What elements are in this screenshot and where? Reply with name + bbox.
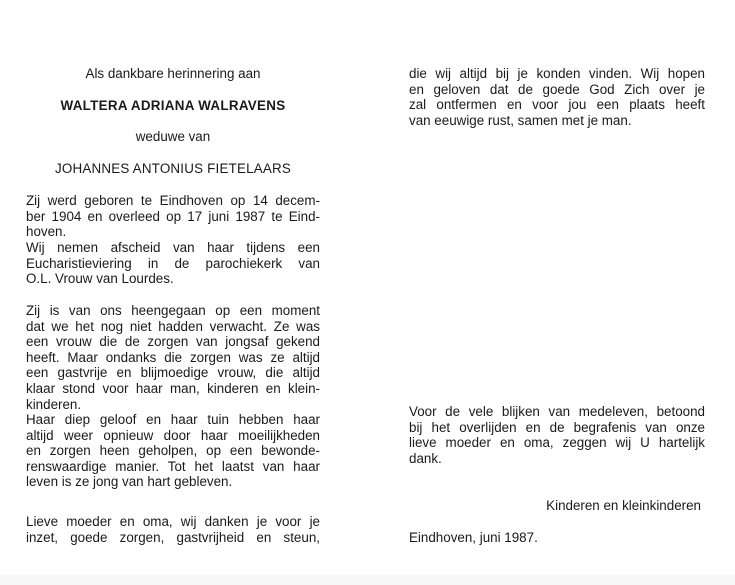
text-line: altijd weer opnieuw door haar moeilijkheden xyxy=(26,427,320,443)
text-line: Zij is van ons heengegaan op een moment xyxy=(26,303,320,318)
relation-line: weduwe van xyxy=(135,129,211,144)
intro-line: Als dankbare herinnering aan xyxy=(85,66,261,81)
text-line: dat we het nog niet hadden verwacht. Ze was xyxy=(26,318,320,334)
life-paragraph xyxy=(26,303,320,412)
faith-paragraph xyxy=(26,412,320,490)
text-line: ber 1904 en overleed op 17 juni 1987 te Eind- xyxy=(26,208,320,224)
text-line: hoven. xyxy=(26,224,67,240)
text-line: bij het overlijden en de begrafenis van onze xyxy=(409,419,705,435)
text-line: renswaardige manier. Tot het laatst van haar xyxy=(26,458,320,474)
text-line: Voor de vele blijken van medeleven, betoond xyxy=(409,404,705,419)
text-line: heeft. Maar ondanks die zorgen was ze altijd xyxy=(26,349,320,365)
text-line: leven is ze jong van hart gebleven. xyxy=(26,474,233,490)
text-line: van eeuwige rust, samen met je man. xyxy=(409,112,632,128)
text-line: die wij altijd bij je konden vinden. Wij hopen xyxy=(409,66,705,81)
text-line: Eucharistieviering in de parochiekerk van xyxy=(26,255,320,271)
text-line: Haar diep geloof en haar tuin hebben haar xyxy=(26,412,320,427)
text-line: Zij werd geboren te Eindhoven op 14 decem- xyxy=(26,193,320,208)
text-line: lieve moeder en oma, zeggen wij U hartelijk xyxy=(409,435,705,451)
text-line: klaar stond voor haar man, kinderen en klein- xyxy=(26,380,320,396)
text-line: een gastvrije en blijmoedige vrouw, die altijd xyxy=(26,365,320,381)
place-date-line: Eindhoven, juni 1987. xyxy=(409,530,538,545)
text-line: O.L. Vrouw van Lourdes. xyxy=(26,271,174,287)
deceased-name: WALTERA ADRIANA WALRAVENS xyxy=(60,98,286,113)
text-line: inzet, goede zorgen, gastvrijheid en steun, xyxy=(26,529,320,545)
text-line: en zorgen heen geholpen, op een bewonde- xyxy=(26,443,320,459)
text-line: Lieve moeder en oma, wij danken je voor je xyxy=(26,514,320,529)
text-line: zal ontfermen en voor jou een plaats heeft xyxy=(409,97,705,113)
thanks-paragraph-continued xyxy=(409,66,705,128)
bottom-edge xyxy=(0,575,735,585)
condolence-thanks-paragraph xyxy=(409,404,705,466)
birth-death-paragraph xyxy=(26,193,320,240)
text-line: dank. xyxy=(409,450,442,466)
text-line: en geloven dat de goede God Zich over je xyxy=(409,81,705,97)
text-line: Wij nemen afscheid van haar tijdens een xyxy=(26,240,320,255)
text-line: een vrouw die de zorgen van jongsaf gekend xyxy=(26,334,320,350)
thanks-paragraph-start xyxy=(26,514,320,545)
text-line: kinderen. xyxy=(26,396,82,412)
farewell-paragraph xyxy=(26,240,320,287)
signature-line: Kinderen en kleinkinderen xyxy=(546,498,701,513)
spouse-name: JOHANNES ANTONIUS FIETELAARS xyxy=(54,161,292,176)
